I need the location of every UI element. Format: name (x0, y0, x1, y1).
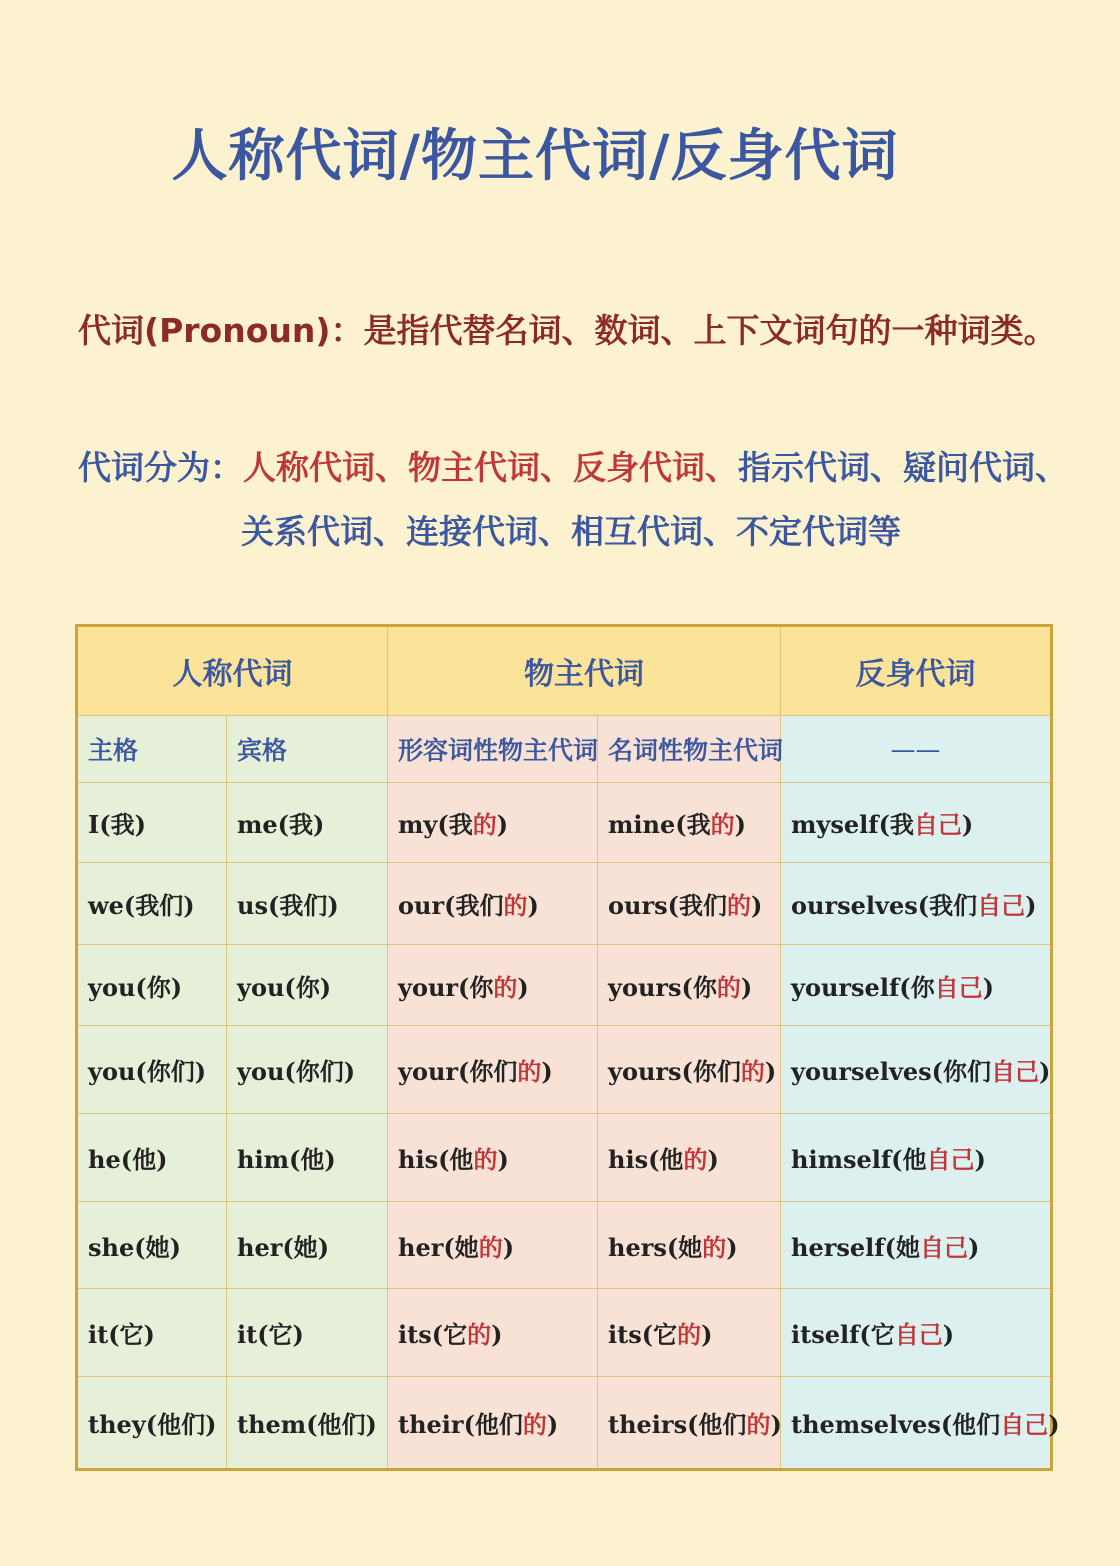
cell-noun-possessive (598, 1289, 781, 1377)
object-text: me(我) (237, 810, 325, 839)
possessive-mark: 的 (473, 1145, 498, 1174)
noun-possessive-text: its(它 (608, 1320, 678, 1349)
reflexive-text: yourselves(你们 (791, 1057, 992, 1086)
possessive-mark: 的 (746, 1410, 771, 1439)
possessive-mark: 的 (493, 972, 518, 1002)
table-row (77, 1026, 1052, 1114)
cell-adjective-possessive (388, 863, 598, 945)
subject-text: we(我们) (88, 891, 195, 920)
object-text: you(你) (237, 972, 332, 1002)
pronoun-categories (78, 436, 1088, 564)
category-reflexive: 反身代词、 (573, 448, 738, 487)
reflexive-text: themselves(他们 (791, 1410, 1001, 1439)
close-paren: ) (546, 1410, 559, 1439)
close-paren: ) (967, 1232, 980, 1262)
close-paren: ) (726, 1232, 738, 1262)
noun-possessive-text: yours(你们 (608, 1057, 741, 1086)
close-paren: ) (734, 810, 746, 839)
category-others-line2: 关系代词、连接代词、相互代词、不定代词等 (241, 512, 901, 551)
category-personal: 人称代词、 (243, 448, 408, 487)
reflexive-text: himself(他 (791, 1145, 927, 1174)
adjective-possessive-text: his(他 (398, 1145, 474, 1174)
header-personal-pronoun: 人称代词 (77, 626, 388, 716)
cell-noun-possessive (598, 783, 781, 863)
cell-reflexive (781, 783, 1052, 863)
cell-adjective-possessive (388, 1377, 598, 1470)
table-row (77, 863, 1052, 945)
cell-noun-possessive (598, 945, 781, 1026)
possessive-mark: 的 (503, 891, 528, 920)
cell-subject (77, 1114, 227, 1202)
close-paren: ) (1048, 1410, 1060, 1439)
possessive-mark: 的 (726, 891, 751, 920)
possessive-mark: 的 (702, 1232, 727, 1262)
subheader-noun-possessive: 名词性物主代词 (598, 716, 781, 783)
reflexive-mark: 自己 (977, 891, 1026, 920)
header-reflexive-pronoun: 反身代词 (781, 626, 1052, 716)
possessive-mark: 的 (472, 810, 497, 839)
cell-noun-possessive (598, 1114, 781, 1202)
object-text: him(他) (237, 1145, 336, 1174)
close-paren: ) (502, 1232, 515, 1262)
table-row (77, 783, 1052, 863)
noun-possessive-text: mine(我 (608, 810, 711, 839)
table-row (77, 1202, 1052, 1289)
cell-subject (77, 783, 227, 863)
subject-text: you(你) (88, 972, 183, 1002)
close-paren: ) (961, 810, 974, 839)
close-paren: ) (517, 972, 529, 1002)
close-paren: ) (1025, 891, 1037, 920)
cell-adjective-possessive (388, 783, 598, 863)
category-possessive: 物主代词、 (408, 448, 573, 487)
object-text: her(她) (237, 1232, 330, 1262)
table-group-header-row (77, 626, 1052, 716)
noun-possessive-text: yours(你 (608, 972, 717, 1002)
possessive-mark: 的 (677, 1320, 702, 1349)
close-paren: ) (1039, 1057, 1051, 1086)
cell-object (227, 945, 388, 1026)
reflexive-text: ourselves(我们 (791, 891, 978, 920)
adjective-possessive-text: your(你们 (398, 1057, 518, 1086)
reflexive-text: yourself(你 (791, 972, 935, 1002)
reflexive-mark: 自己 (894, 1320, 943, 1349)
cell-reflexive (781, 1026, 1052, 1114)
noun-possessive-text: hers(她 (608, 1232, 703, 1262)
subject-text: it(它) (88, 1320, 155, 1349)
reflexive-text: myself(我 (791, 810, 914, 839)
table-row (77, 1377, 1052, 1470)
header-possessive-pronoun: 物主代词 (388, 626, 781, 716)
possessive-mark: 的 (522, 1410, 547, 1439)
object-text: them(他们) (237, 1410, 377, 1439)
adjective-possessive-text: its(它 (398, 1320, 468, 1349)
reflexive-mark: 自己 (1000, 1410, 1049, 1439)
close-paren: ) (701, 1320, 713, 1349)
adjective-possessive-text: her(她 (398, 1232, 479, 1262)
close-paren: ) (750, 891, 763, 920)
table-row (77, 1114, 1052, 1202)
possessive-mark: 的 (478, 1232, 503, 1262)
subject-text: she(她) (88, 1232, 181, 1262)
cell-object (227, 863, 388, 945)
close-paren: ) (982, 972, 994, 1002)
close-paren: ) (942, 1320, 955, 1349)
adjective-possessive-text: your(你 (398, 972, 494, 1002)
close-paren: ) (740, 972, 753, 1002)
reflexive-mark: 自己 (913, 810, 962, 839)
cell-subject (77, 1377, 227, 1470)
cell-subject (77, 1026, 227, 1114)
cell-subject (77, 945, 227, 1026)
category-others-line1: 指示代词、疑问代词、 (738, 448, 1068, 487)
cell-object (227, 783, 388, 863)
cell-reflexive (781, 863, 1052, 945)
table-sub-header-row (77, 716, 1052, 783)
table-row (77, 1289, 1052, 1377)
reflexive-mark: 自己 (919, 1232, 968, 1262)
cell-adjective-possessive (388, 1114, 598, 1202)
cell-reflexive (781, 1377, 1060, 1470)
cell-reflexive (781, 1289, 1052, 1377)
categories-label: 代词分为： (78, 448, 243, 487)
close-paren: ) (707, 1145, 719, 1174)
page-title: 人称代词/物主代词/反身代词 (171, 124, 899, 189)
reflexive-text: herself(她 (791, 1232, 920, 1262)
pronoun-table (75, 624, 1060, 1471)
possessive-mark: 的 (683, 1145, 708, 1174)
adjective-possessive-text: our(我们 (398, 891, 504, 920)
cell-object (227, 1114, 388, 1202)
noun-possessive-text: theirs(他们 (608, 1410, 747, 1439)
adjective-possessive-text: my(我 (398, 810, 473, 839)
subheader-subject: 主格 (77, 716, 227, 783)
subheader-object: 宾格 (227, 716, 388, 783)
cell-noun-possessive (598, 1202, 781, 1289)
cell-object (227, 1289, 388, 1377)
cell-subject (77, 1202, 227, 1289)
reflexive-mark: 自己 (991, 1057, 1040, 1086)
possessive-mark: 的 (517, 1057, 542, 1086)
possessive-mark: 的 (716, 972, 741, 1002)
close-paren: ) (764, 1057, 777, 1086)
subject-text: you(你们) (88, 1057, 207, 1086)
noun-possessive-text: ours(我们 (608, 891, 727, 920)
cell-adjective-possessive (388, 945, 598, 1026)
reflexive-mark: 自己 (934, 972, 983, 1002)
reflexive-mark: 自己 (926, 1145, 975, 1174)
cell-adjective-possessive (388, 1026, 598, 1114)
object-text: it(它) (237, 1320, 304, 1349)
cell-object (227, 1026, 388, 1114)
subject-text: he(他) (88, 1145, 168, 1174)
table-row (77, 945, 1052, 1026)
subheader-adjective-possessive: 形容词性物主代词 (388, 716, 598, 783)
close-paren: ) (497, 1145, 509, 1174)
subheader-dash: —— (781, 716, 1052, 783)
subject-text: I(我) (88, 810, 146, 839)
close-paren: ) (491, 1320, 503, 1349)
cell-object (227, 1202, 388, 1289)
cell-noun-possessive (598, 1026, 781, 1114)
cell-subject (77, 1289, 227, 1377)
pronoun-definition: 代词(Pronoun)：是指代替名词、数词、上下文词句的一种词类。 (78, 311, 1057, 350)
adjective-possessive-text: their(他们 (398, 1410, 523, 1439)
cell-reflexive (781, 1114, 1052, 1202)
noun-possessive-text: his(他 (608, 1145, 684, 1174)
possessive-mark: 的 (710, 810, 735, 839)
close-paren: ) (496, 810, 509, 839)
cell-adjective-possessive (388, 1202, 598, 1289)
object-text: us(我们) (237, 891, 339, 920)
cell-reflexive (781, 1202, 1052, 1289)
possessive-mark: 的 (467, 1320, 492, 1349)
subject-text: they(他们) (88, 1410, 217, 1439)
close-paren: ) (527, 891, 539, 920)
table-body (77, 783, 1060, 1470)
close-paren: ) (974, 1145, 986, 1174)
cell-noun-possessive (598, 1377, 781, 1470)
object-text: you(你们) (237, 1057, 356, 1086)
cell-adjective-possessive (388, 1289, 598, 1377)
cell-reflexive (781, 945, 1052, 1026)
close-paren: ) (541, 1057, 553, 1086)
cell-noun-possessive (598, 863, 781, 945)
close-paren: ) (770, 1410, 782, 1439)
cell-subject (77, 863, 227, 945)
cell-object (227, 1377, 388, 1470)
possessive-mark: 的 (740, 1057, 765, 1086)
reflexive-text: itself(它 (791, 1320, 895, 1349)
